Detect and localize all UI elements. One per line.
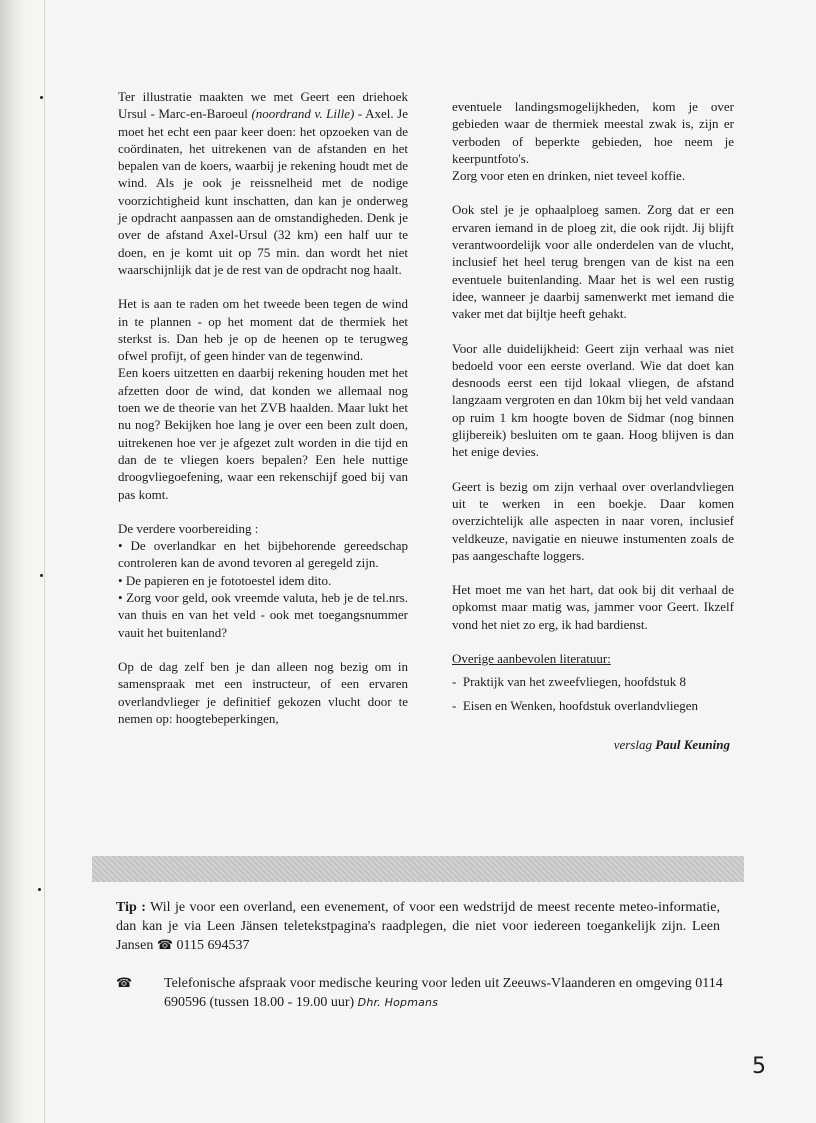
paragraph-boekje: Geert is bezig om zijn verhaal over overlandvliegen uit te werken in een boekje. Daar komen overzichtelijk alle aspecten in naar voren, inclusief veldkeuze, navigatie en nieuwe instumenten zoals de pas aangeschafte loggers. — [452, 478, 734, 563]
literature-heading: Overige aanbevolen literatuur: — [452, 651, 611, 667]
telephone-icon: ☎ — [156, 938, 174, 953]
paragraph-text: Ter illustratie maakten we met Geert een driehoek Ursul - Marc-en-Baroeul — [118, 89, 408, 122]
page-number: 5 — [752, 1054, 766, 1079]
page-fold-line — [44, 0, 45, 1123]
paragraph-opkomst: Het moet me van het hart, dat ook bij dit verhaal de opkomst maar matig was, jammer voor Geert. Ikzelf vond het niet zo erg, ik had bardienst. — [452, 582, 734, 632]
right-column — [452, 98, 734, 770]
telephone-icon: ☎ — [116, 976, 133, 991]
keuring-text: Telefonische afspraak voor medische keuring voor leden uit Zeeuws-Vlaanderen en omgeving 0114 690596 (tussen 18.00 - 19.00 uur) — [164, 976, 723, 1010]
scan-speck — [38, 888, 41, 891]
keuring-text-wrap — [164, 974, 736, 1012]
section-divider-bar — [92, 856, 744, 882]
left-column — [118, 88, 408, 744]
tip-text: Wil je voor een overland, een evenement, of voor een wedstrijd de meest recente meteo-informatie, dan kan je via Leen Jänsen teletekstpagina's raadplegen, die niet voor iedereen toegankelijk zijn. Leen Jansen — [116, 900, 720, 953]
paragraph-illustration — [118, 88, 408, 278]
paragraph-duidelijkheid: Voor alle duidelijkheid: Geert zijn verhaal was niet bedoeld voor een eerste overland. Wie dat doet kan desnoods eerst een tijd lokaal vliegen, de afstand langzaam vergroten en dan 10km bij het veld vandaan op ruim 1 km hoogte boven de Sidmar (nog binnen glijbereik) besluiten om te gaan. Hoog blijven is dan het enige devies. — [452, 340, 734, 460]
page-edge-shadow — [0, 0, 26, 1123]
prep-heading: De verdere voorbereiding : — [118, 520, 259, 536]
paragraph-ophaalploeg: Ook stel je je ophaalploeg samen. Zorg dat er een ervaren iemand in de ploeg zit, die ook rijdt. Jij blijft verantwoordelijk voor alle onderdelen van de vlucht, inclusief het heel terug brengen van de kist na een eventuele buitenlanding. Maar het is wel een rustig idee, wanneer je daarbij samenwerkt met iemand die vaker met dat bijltje heeft gehakt. — [452, 202, 734, 322]
paragraph-dag-zelf: Op de dag zelf ben je dan alleen nog bezig om in samenspraak met een instructeur, of een ervaren overlandvlieger je definitief gekozen vlucht door te nemen op: hoogtebeperkingen, — [118, 658, 408, 726]
bullet-item: • Zorg voor geld, ook vreemde valuta, heb je de tel.nrs. van thuis en van het veld - ook met toegangsnummer vauit het buitenland? — [118, 589, 408, 641]
medical-appointment-note — [116, 974, 736, 1012]
tip-label: Tip : — [116, 900, 146, 915]
paragraph-koers: Een koers uitzetten en daarbij rekening houden met het afzetten door de wind, dat konden we allemaal nog toen we de theorie van het ZVB haalden. Maar lukt het nu nog? Bekijken hoe lang je over een been zult doen, uitrekenen hoe ver je afgezet zult worden in die tijd en dan de te vliegen koers bepalen? Een hele nuttige droogvliegoefening, waar een rekenschijf goed bij van pas komt. — [118, 365, 408, 502]
scan-speck — [40, 574, 43, 577]
scan-speck — [40, 96, 43, 99]
credit-prefix: verslag — [613, 736, 652, 752]
literature-item: - Praktijk van het zweefvliegen, hoofdstuk 8 — [452, 673, 734, 690]
literature-item: - Eisen en Wenken, hoofdstuk overlandvliegen — [452, 697, 734, 714]
paragraph-text: - Axel. Je moet het echt een paar keer doen: het opzoeken van de coördinaten, het uitrekenen van de afstanden en het bepalen van de koers, waarbij je rekening houdt met de wind. Als je ook je reissnelheid met de nodige voorzichtigheid kunt inschatten, dan kan je onderweg je opdracht aanpassen aan de omstandigheden. Denk je over de afstand Axel-Ursul (32 km) een half uur te doen, en je komt uit op 75 min. dan wordt het niet waarschijnlijk dat je de rest van de opdracht nog haalt. — [118, 106, 409, 277]
paragraph-wind: Het is aan te raden om het tweede been tegen de wind in te plannen - op het moment dat de thermiek het sterkst is. Dan heb je op de heenen op te terugweg ofwel profijt, of geen hinder van de tegenwind. — [118, 296, 408, 364]
bullet-item: • De papieren en je fototoestel idem dito. — [118, 572, 408, 589]
credit-author: Paul Keuning — [655, 736, 730, 752]
paragraph-landing: eventuele landingsmogelijkheden, kom je over gebieden waar de thermiek meestal zwak is, zijn er verboden of beperkte gebieden, hoe neem je keerpuntfoto's. — [452, 99, 734, 166]
paragraph-eten: Zorg voor eten en drinken, niet teveel koffie. — [452, 168, 686, 184]
handwritten-name: Dhr. Hopmans — [357, 996, 439, 1009]
bullet-item: • De overlandkar en het bijbehorende gereedschap controleren kan de avond tevoren al geregeld zijn. — [118, 537, 408, 572]
article-credit — [452, 736, 734, 753]
paragraph-italic: (noordrand v. Lille) — [251, 106, 355, 122]
tip-phone: 0115 694537 — [173, 938, 250, 953]
tip-box — [116, 898, 720, 955]
